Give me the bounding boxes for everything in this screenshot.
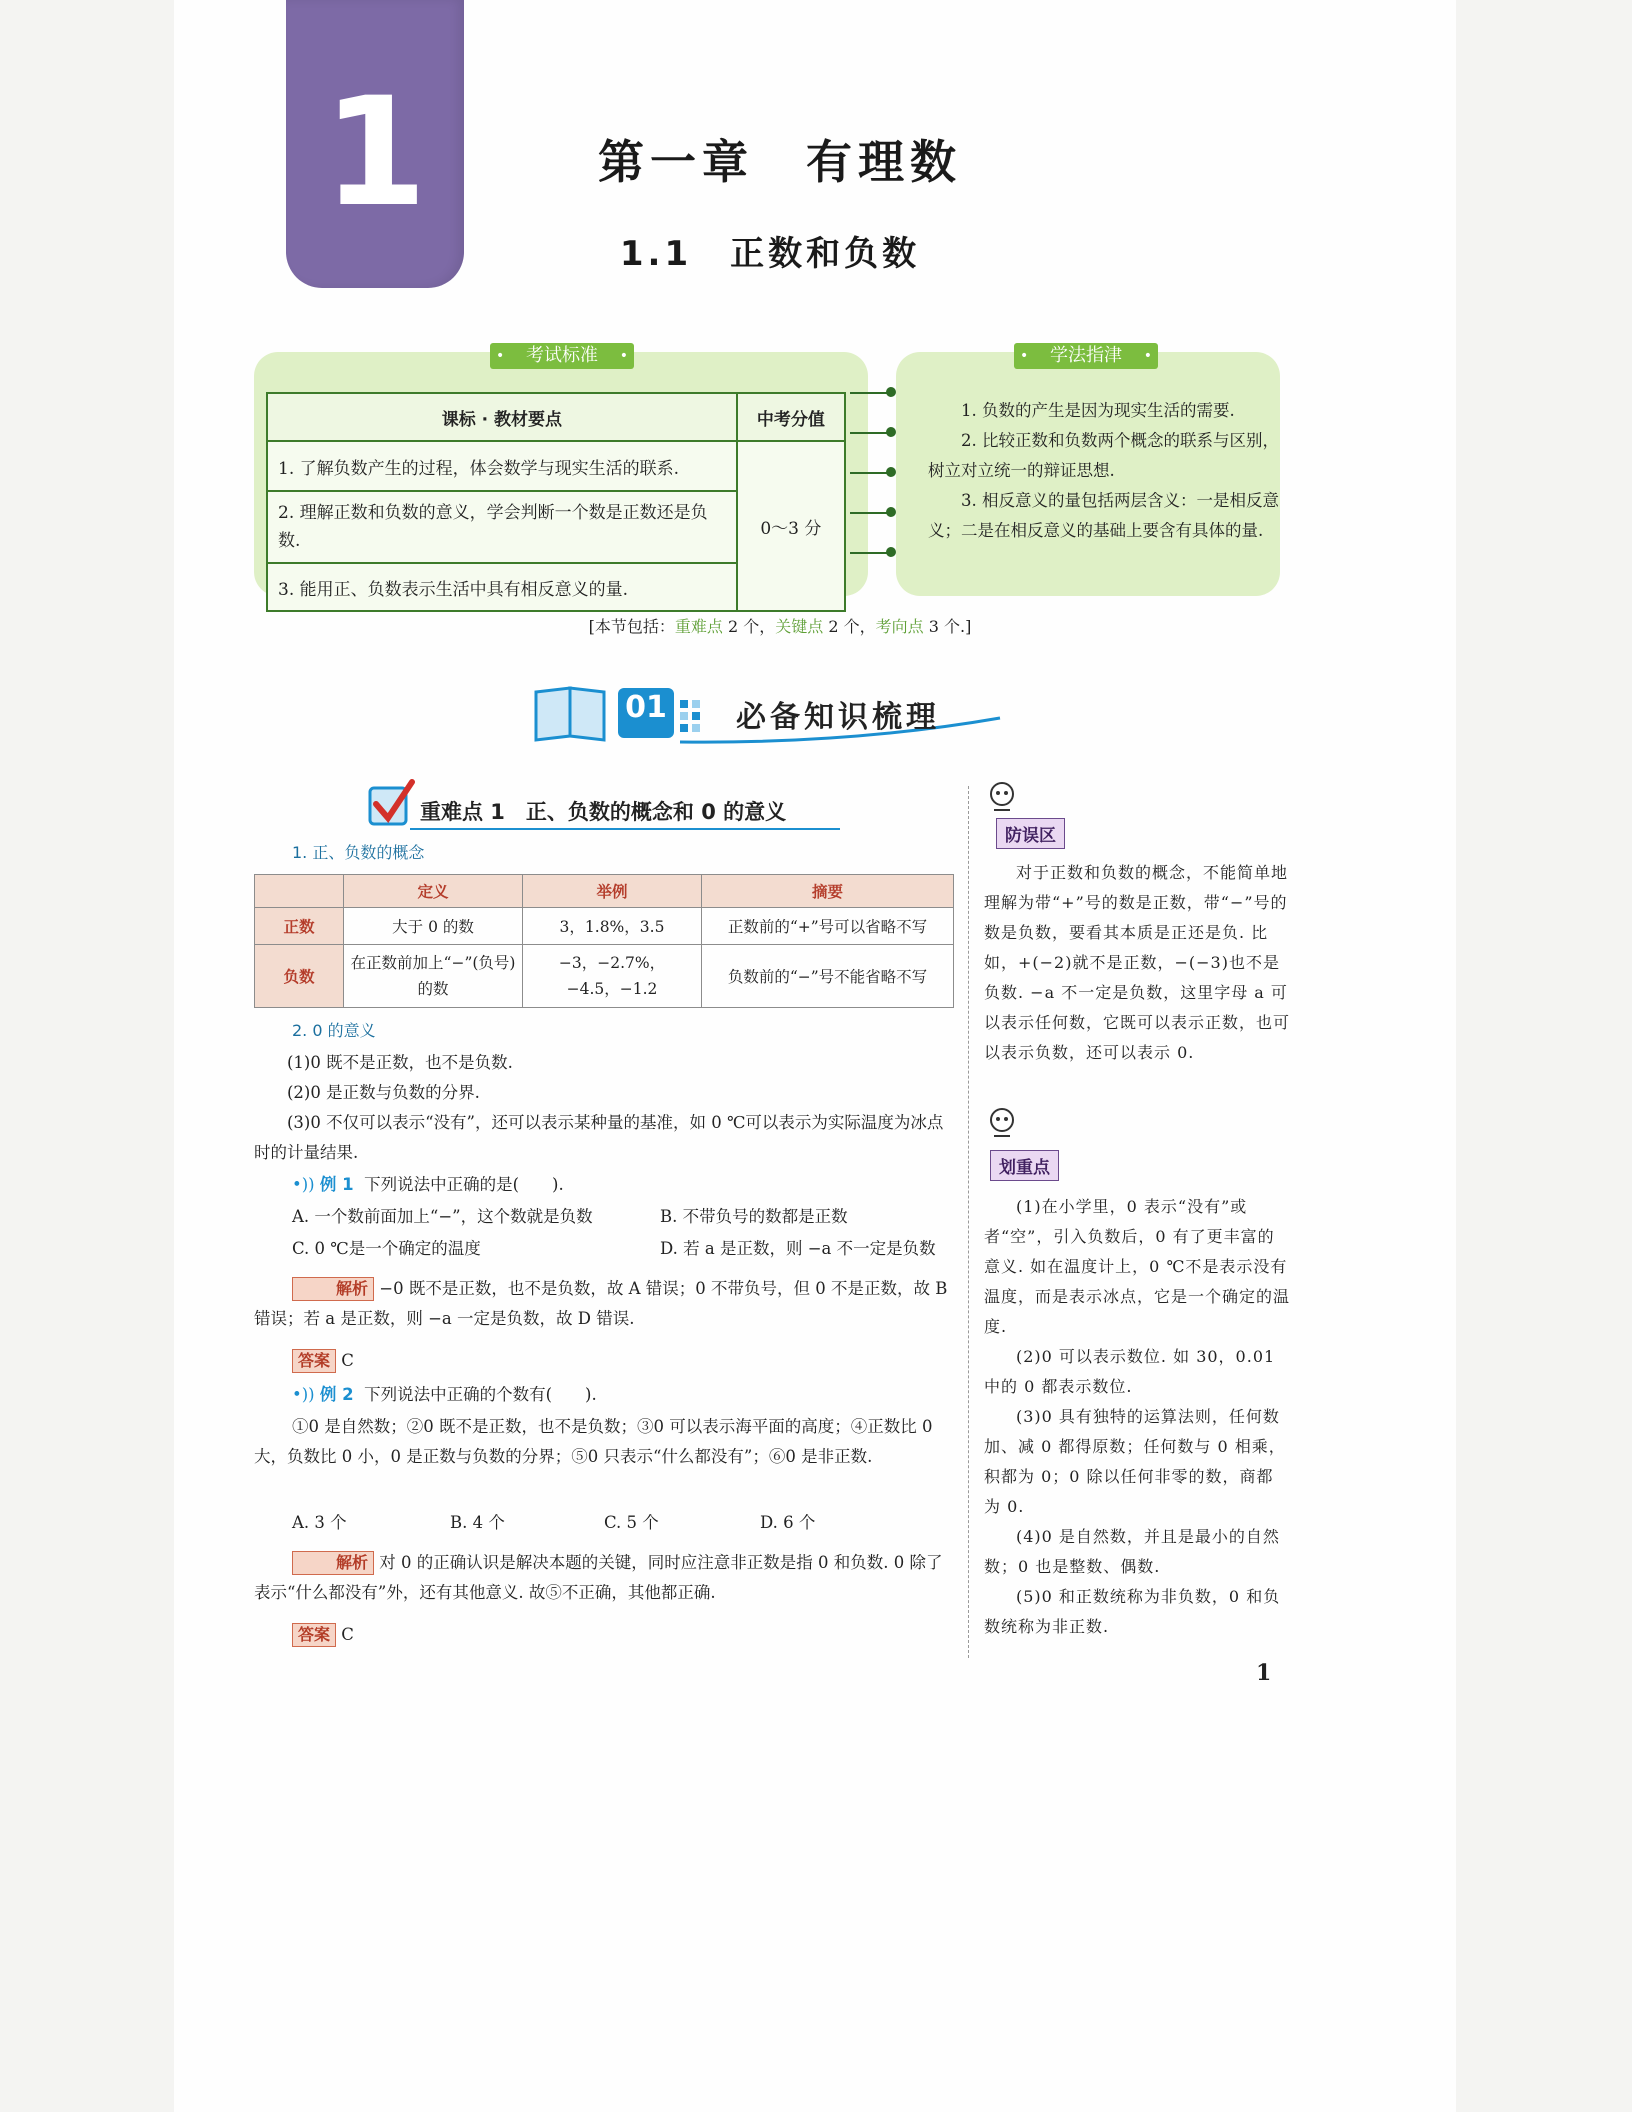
- answer-tag: 答案: [292, 1349, 336, 1373]
- zero-point: (3)0 不仅可以表示“没有”，还可以表示某种量的基准，如 0 ℃可以表示为实际温度为冰点时的计量结果.: [254, 1113, 944, 1162]
- concept-subtitle: 1. 正、负数的概念: [292, 843, 425, 862]
- option: A. 3 个: [292, 1513, 347, 1532]
- example2: •)) 例 2 下列说法中正确的个数有( ).: [292, 1385, 597, 1404]
- note: (4)0 是自然数，并且是最小的自然数；0 也是整数、偶数.: [984, 1527, 1280, 1576]
- cartoon-icon: [986, 1106, 1018, 1142]
- chapter-tab: [286, 0, 464, 288]
- table-corner: [255, 875, 344, 908]
- study-guide-item: 1. 负数的产生是因为现实生活的需要.: [961, 401, 1235, 420]
- option: A. 一个数前面加上“−”，这个数就是负数: [292, 1207, 593, 1226]
- note: (5)0 和正数统称为非负数，0 和负数统称为非正数.: [984, 1587, 1281, 1636]
- study-guide-pill: • 学法指津 •: [1014, 343, 1158, 369]
- zero-points: [254, 1048, 954, 1168]
- answer-tag: 答案: [292, 1623, 336, 1647]
- study-guide-list: [928, 396, 1284, 546]
- highlight-tag: 划重点: [990, 1150, 1059, 1181]
- analysis: 解析 对 0 的正确认识是解决本题的关键，同时应注意非正数是指 0 和负数. 0 除了表示“什么都没有”外，还有其他意义. 故⑤不正确，其他都正确.: [254, 1553, 943, 1602]
- study-guide-item: 2. 比较正数和负数两个概念的联系与区别，树立对立统一的辩证思想.: [928, 431, 1279, 480]
- example2-body: ①0 是自然数；②0 既不是正数，也不是负数；③0 可以表示海平面的高度；④正数比 0 大，负数比 0 小，0 是正数与负数的分界；⑤0 只表示“什么都没有”；⑥0 是非正数.: [254, 1417, 933, 1466]
- score-cell: 0～3 分: [737, 441, 845, 611]
- option: C. 5 个: [604, 1513, 659, 1532]
- col-header-points: 课标 · 教材要点: [267, 393, 737, 441]
- option: D. 若 a 是正数，则 −a 不一定是负数: [660, 1239, 936, 1258]
- title-underline: [410, 828, 840, 830]
- chapter-number: 1: [322, 66, 428, 240]
- zero-point: (2)0 是正数与负数的分界.: [287, 1083, 480, 1102]
- section-includes: [本节包括：重难点 2 个，关键点 2 个，考向点 3 个.]: [588, 617, 972, 636]
- mistake-tag: 防误区: [996, 818, 1065, 849]
- exam-standard-pill: • 考试标准 •: [490, 343, 634, 369]
- answer: 答案 C: [292, 1620, 354, 1650]
- note: (1)在小学里，0 表示“没有”或者“空”，引入负数后，0 有了更丰富的意义. 如在温度计上，0 ℃不是表示没有温度，而是表示冰点，它是一个确定的温度.: [984, 1197, 1291, 1336]
- option: D. 6 个: [760, 1513, 816, 1532]
- standard-row: 1. 了解负数产生的过程，体会数学与现实生活的联系.: [267, 441, 737, 491]
- standard-row: 3. 能用正、负数表示生活中具有相反意义的量.: [267, 563, 737, 611]
- zero-point: (1)0 既不是正数，也不是负数.: [287, 1053, 513, 1072]
- col-example: 举例: [523, 875, 702, 908]
- chapter-title: 第一章 有理数: [598, 135, 962, 189]
- key-point-title: 重难点 1 正、负数的概念和 0 的意义: [420, 800, 787, 824]
- example1: •)) 例 1 下列说法中正确的是( ).: [292, 1175, 564, 1194]
- table-row: 正数 大于 0 的数 3，1.8%，3.5 正数前的“+”号可以省略不写: [255, 908, 954, 945]
- note: (2)0 可以表示数位. 如 30，0.01 中的 0 都表示数位.: [984, 1347, 1276, 1396]
- page-number: 1: [1256, 1660, 1272, 1686]
- banner-title: 必备知识梳理: [736, 700, 940, 735]
- column-divider: [968, 786, 969, 1658]
- option: B. 4 个: [450, 1513, 505, 1532]
- table-row: 负数 在正数前加上“−”(负号)的数 −3，−2.7%，−4.5，−1.2 负数前的“−”号不能省略不写: [255, 945, 954, 1008]
- col-summary: 摘要: [702, 875, 954, 908]
- option: C. 0 ℃是一个确定的温度: [292, 1239, 481, 1258]
- analysis-tag: 解析: [292, 1277, 374, 1301]
- section-banner: [530, 680, 1010, 746]
- mistake-text: 对于正数和负数的概念，不能简单地理解为带“+”号的数是正数，带“−”号的数是负数，要看其本质是正还是负. 比如，+(−2)就不是正数，−(−3)也不是负数. −a 不一定是负数，这里字母 a 可以表示任何数，它既可以表示正数，也可以表示负数，还可以表示 0.: [984, 863, 1291, 1062]
- col-header-score: 中考分值: [737, 393, 845, 441]
- cartoon-icon: [986, 780, 1018, 816]
- banner-number: 01: [625, 690, 667, 725]
- concept-table: [254, 874, 954, 1008]
- sound-icon: •)): [292, 1385, 315, 1404]
- highlight-notes: [984, 1192, 1290, 1642]
- section-title: 1.1 正数和负数: [619, 234, 921, 274]
- note: (3)0 具有独特的运算法则，任何数加、减 0 都得原数；任何数与 0 相乘，积都为 0；0 除以任何非零的数，商都为 0.: [984, 1407, 1286, 1516]
- checkmark-icon: [366, 778, 418, 830]
- zero-subtitle: 2. 0 的意义: [292, 1021, 376, 1040]
- standard-row: 2. 理解正数和负数的意义，学会判断一个数是正数还是负数.: [267, 491, 737, 563]
- study-guide-item: 3. 相反意义的量包括两层含义：一是相反意义；二是在相反意义的基础上要含有具体的量.: [928, 491, 1279, 540]
- analysis-tag: 解析: [292, 1551, 374, 1575]
- sound-icon: •)): [292, 1175, 315, 1194]
- option: B. 不带负号的数都是正数: [660, 1207, 848, 1226]
- exam-standard-table: [266, 392, 846, 612]
- answer: 答案 C: [292, 1346, 354, 1376]
- analysis: 解析 −0 既不是正数，也不是负数，故 A 错误；0 不带负号，但 0 不是正数，故 B 错误；若 a 是正数，则 −a 一定是负数，故 D 错误.: [254, 1279, 948, 1328]
- col-definition: 定义: [344, 875, 523, 908]
